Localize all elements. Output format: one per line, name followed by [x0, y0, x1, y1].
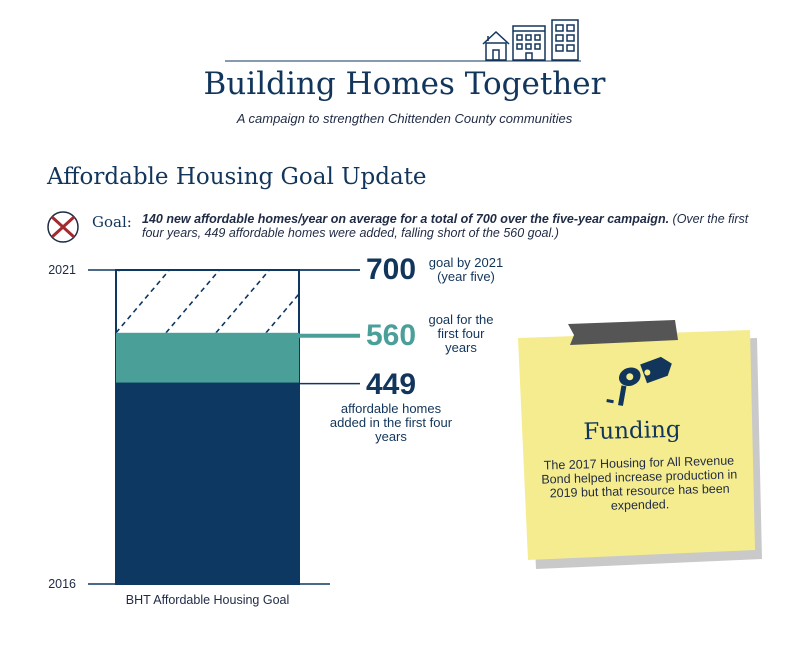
goal-label: Goal:	[92, 213, 132, 231]
page-title: Building Homes Together	[203, 66, 606, 102]
axis-label-top: 2021	[48, 263, 76, 277]
note-body: The 2017 Housing for All Revenue Bond helped increase production in 2019 but that resource has been expended.	[541, 453, 738, 513]
note-title: Funding	[583, 416, 681, 446]
buildings-icon	[225, 18, 585, 63]
sticky-note	[510, 318, 770, 580]
annotation-700-value: 700	[366, 253, 417, 286]
axis-label-bottom: 2016	[48, 577, 76, 591]
hatch-line	[16, 270, 69, 333]
goal-text	[142, 212, 772, 240]
bar-segment-homes-added	[116, 383, 299, 584]
hatch-line	[66, 270, 119, 333]
goal-bold-text: 140 new affordable homes/year on average for a total of 700 over the five-year campaign.	[142, 212, 670, 226]
annotation-700-text: goal by 2021 (year five)	[428, 255, 504, 284]
missed-target-icon	[46, 210, 82, 244]
annotation-449-value: 449	[366, 368, 417, 401]
hatch-line	[0, 270, 19, 333]
goal-italic-text: (Over the first four years, 449 affordable homes were added, falling short of the 560 goal.)	[142, 212, 749, 240]
annotation-560-value: 560	[366, 319, 417, 352]
x-axis-label: BHT Affordable Housing Goal	[125, 593, 290, 607]
page-subtitle: A campaign to strengthen Chittenden County communities	[236, 111, 573, 126]
annotation-560-text: goal for the first four years	[428, 312, 494, 355]
hatch-line	[316, 270, 369, 333]
annotation-449-text: affordable homes added in the first four years	[329, 401, 453, 444]
header	[0, 0, 809, 140]
section-title: Affordable Housing Goal Update	[47, 164, 427, 190]
